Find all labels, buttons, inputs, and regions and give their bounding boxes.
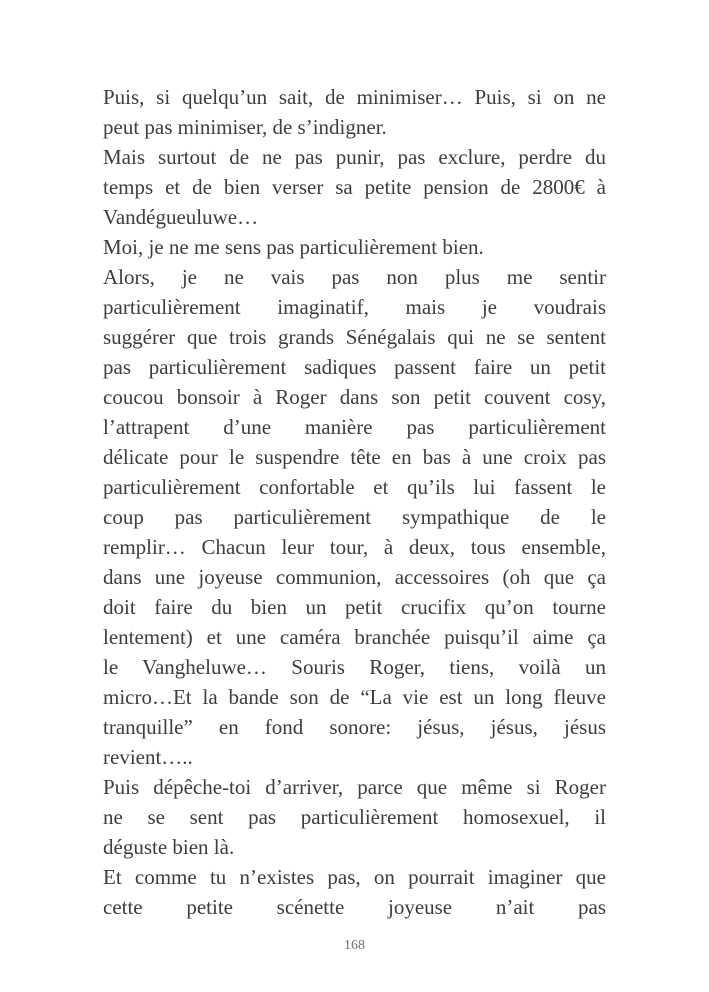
text-line: tranquille” en fond sonore: jésus, jésus, jésus (103, 715, 606, 739)
text-line: le Vangheluwe… Souris Roger, tiens, voilà un (103, 655, 606, 679)
text-line: coucou bonsoir à Roger dans son petit couvent cosy, (103, 385, 606, 409)
text-line: particulièrement imaginatif, mais je voudrais (103, 295, 606, 319)
text-line: Et comme tu n’existes pas, on pourrait imaginer que (103, 865, 606, 889)
text-line: Vandégueuluwe… (103, 205, 259, 229)
text-line: délicate pour le suspendre tête en bas à une croix pas (103, 445, 606, 469)
text-line: revient….. (103, 745, 193, 769)
text-line: dans une joyeuse communion, accessoires (oh que ça (103, 565, 606, 589)
text-line: micro…Et la bande son de “La vie est un long fleuve (103, 685, 606, 709)
text-line: lentement) et une caméra branchée puisqu’il aime ça (103, 625, 606, 649)
text-line: déguste bien là. (103, 835, 235, 859)
text-line: cette petite scénette joyeuse n’ait pas (103, 895, 606, 919)
text-line: Puis, si quelqu’un sait, de minimiser… Puis, si on ne (103, 85, 606, 109)
text-line: Alors, je ne vais pas non plus me sentir (103, 265, 606, 289)
text-line: pas particulièrement sadiques passent faire un petit (103, 355, 606, 379)
text-line: l’attrapent d’une manière pas particulièrement (103, 415, 606, 439)
text-line: remplir… Chacun leur tour, à deux, tous ensemble, (103, 535, 606, 559)
text-line: ne se sent pas particulièrement homosexuel, il (103, 805, 606, 829)
text-line: suggérer que trois grands Sénégalais qui ne se sentent (103, 325, 606, 349)
text-line: peut pas minimiser, de s’indigner. (103, 115, 387, 139)
text-line: particulièrement confortable et qu’ils lui fassent le (103, 475, 606, 499)
text-line: Mais surtout de ne pas punir, pas exclure, perdre du (103, 145, 606, 169)
text-block (103, 82, 606, 922)
text-line: Puis dépêche-toi d’arriver, parce que même si Roger (103, 775, 606, 799)
page-number: 168 (344, 938, 365, 953)
text-line: doit faire du bien un petit crucifix qu’on tourne (103, 595, 606, 619)
text-line: coup pas particulièrement sympathique de le (103, 505, 606, 529)
text-line: Moi, je ne me sens pas particulièrement bien. (103, 235, 484, 259)
text-line: temps et de bien verser sa petite pension de 2800€ à (103, 175, 606, 199)
